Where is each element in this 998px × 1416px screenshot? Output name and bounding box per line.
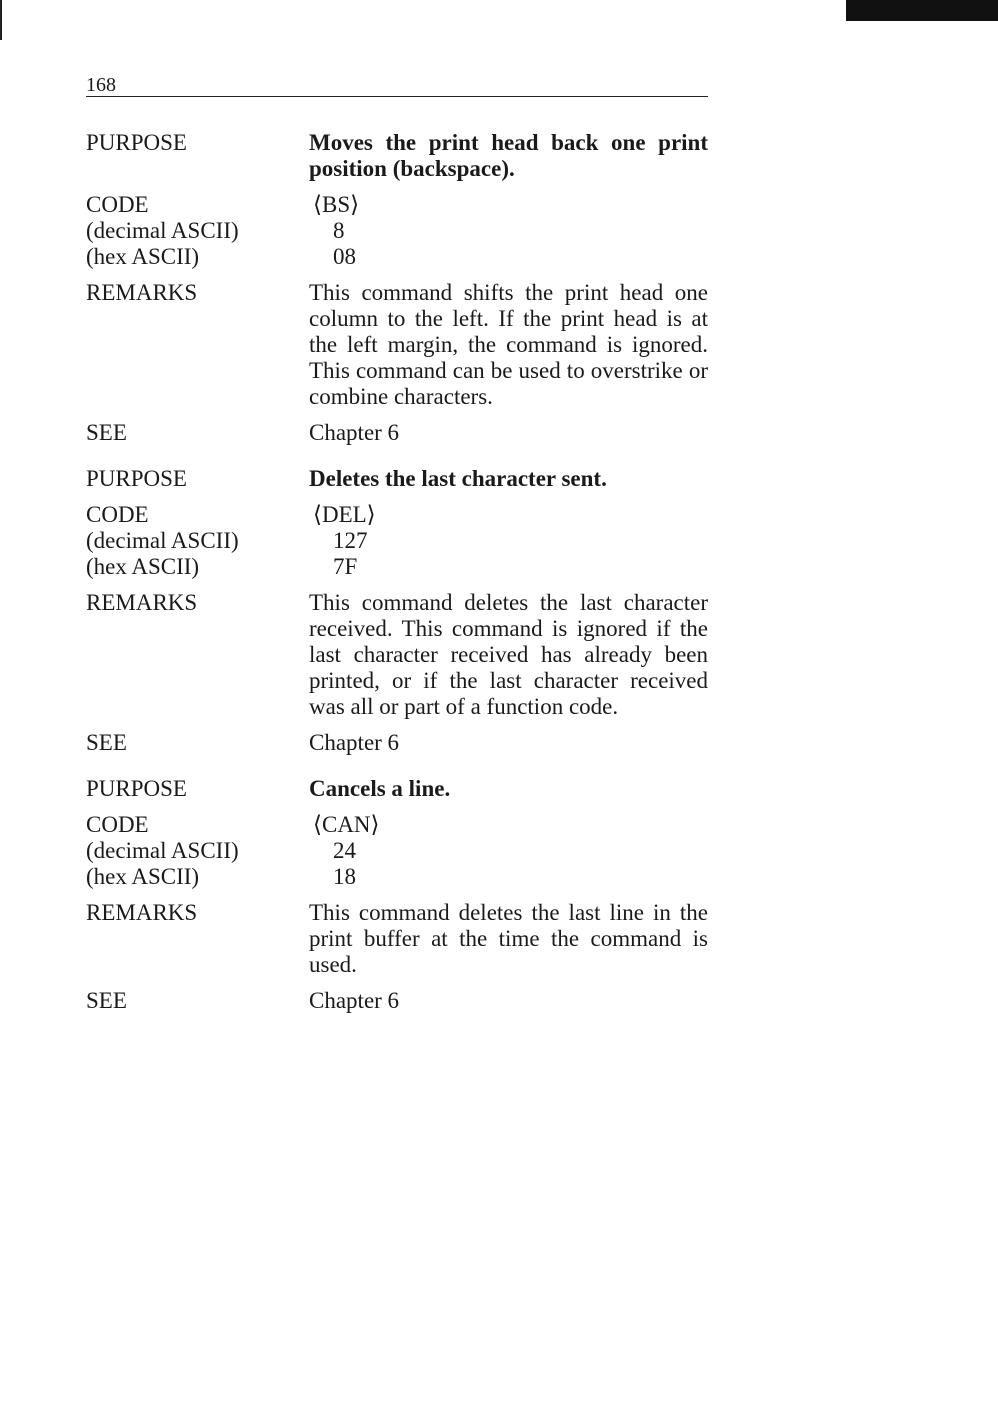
- purpose-text: Cancels a line.: [309, 776, 451, 801]
- see-reference: Chapter 6: [309, 420, 400, 445]
- code-hex: 18: [333, 864, 356, 889]
- scan-edge-mark: [0, 0, 2, 40]
- code-hex: 08: [333, 244, 356, 269]
- code-label: CODE: [86, 812, 149, 837]
- code-decimal: 24: [333, 838, 356, 863]
- remarks-text: This command deletes the last line in the print buffer at the time the command is used.: [309, 900, 708, 977]
- code-row: [86, 192, 708, 270]
- purpose-row: [86, 776, 708, 802]
- purpose-text: Deletes the last character sent.: [309, 466, 607, 491]
- scan-edge-bar: [846, 0, 998, 21]
- see-label: SEE: [86, 988, 127, 1013]
- see-reference: Chapter 6: [309, 988, 400, 1013]
- code-values: [309, 812, 708, 890]
- remarks-text: This command deletes the last character received. This command is ignored if the last character received has already been printed, or if the last character received was all or part of a function code.: [309, 590, 708, 719]
- code-decimal: 8: [333, 218, 345, 243]
- purpose-label: PURPOSE: [86, 776, 187, 801]
- code-row: [86, 502, 708, 580]
- hex-label: (hex ASCII): [86, 864, 200, 889]
- purpose-text: Moves the print head back one print position (backspace).: [309, 130, 708, 181]
- purpose-row: [86, 130, 708, 182]
- page-number: 168: [86, 74, 116, 96]
- code-mnemonic: ⟨CAN⟩: [313, 812, 380, 837]
- remarks-row: [86, 590, 708, 720]
- code-hex: 7F: [333, 554, 358, 579]
- code-mnemonic: ⟨BS⟩: [313, 192, 360, 217]
- decimal-label: (decimal ASCII): [86, 838, 239, 863]
- see-row: [86, 988, 708, 1014]
- see-row: [86, 420, 708, 446]
- see-label: SEE: [86, 730, 127, 755]
- remarks-row: [86, 900, 708, 978]
- command-entry: [86, 130, 708, 446]
- code-row: [86, 812, 708, 890]
- see-reference: Chapter 6: [309, 730, 400, 755]
- code-values: [309, 502, 708, 580]
- code-labels: [86, 192, 309, 270]
- hex-label: (hex ASCII): [86, 554, 200, 579]
- code-decimal: 127: [333, 528, 368, 553]
- remarks-text: This command shifts the print head one column to the left. If the print head is at the left margin, the command is ignored. This command can be used to overstrike or combine characters.: [309, 280, 708, 409]
- code-label: CODE: [86, 192, 149, 217]
- code-values: [309, 192, 708, 270]
- see-row: [86, 730, 708, 756]
- command-entries: [86, 130, 708, 1034]
- header-rule: [86, 96, 708, 97]
- remarks-row: [86, 280, 708, 410]
- decimal-label: (decimal ASCII): [86, 218, 239, 243]
- code-labels: [86, 812, 309, 890]
- purpose-label: PURPOSE: [86, 466, 187, 491]
- see-label: SEE: [86, 420, 127, 445]
- purpose-row: [86, 466, 708, 492]
- code-mnemonic: ⟨DEL⟩: [313, 502, 376, 527]
- hex-label: (hex ASCII): [86, 244, 200, 269]
- command-entry: [86, 776, 708, 1014]
- purpose-label: PURPOSE: [86, 130, 187, 155]
- code-labels: [86, 502, 309, 580]
- decimal-label: (decimal ASCII): [86, 528, 239, 553]
- remarks-label: REMARKS: [86, 900, 198, 925]
- command-entry: [86, 466, 708, 756]
- remarks-label: REMARKS: [86, 280, 198, 305]
- remarks-label: REMARKS: [86, 590, 198, 615]
- code-label: CODE: [86, 502, 149, 527]
